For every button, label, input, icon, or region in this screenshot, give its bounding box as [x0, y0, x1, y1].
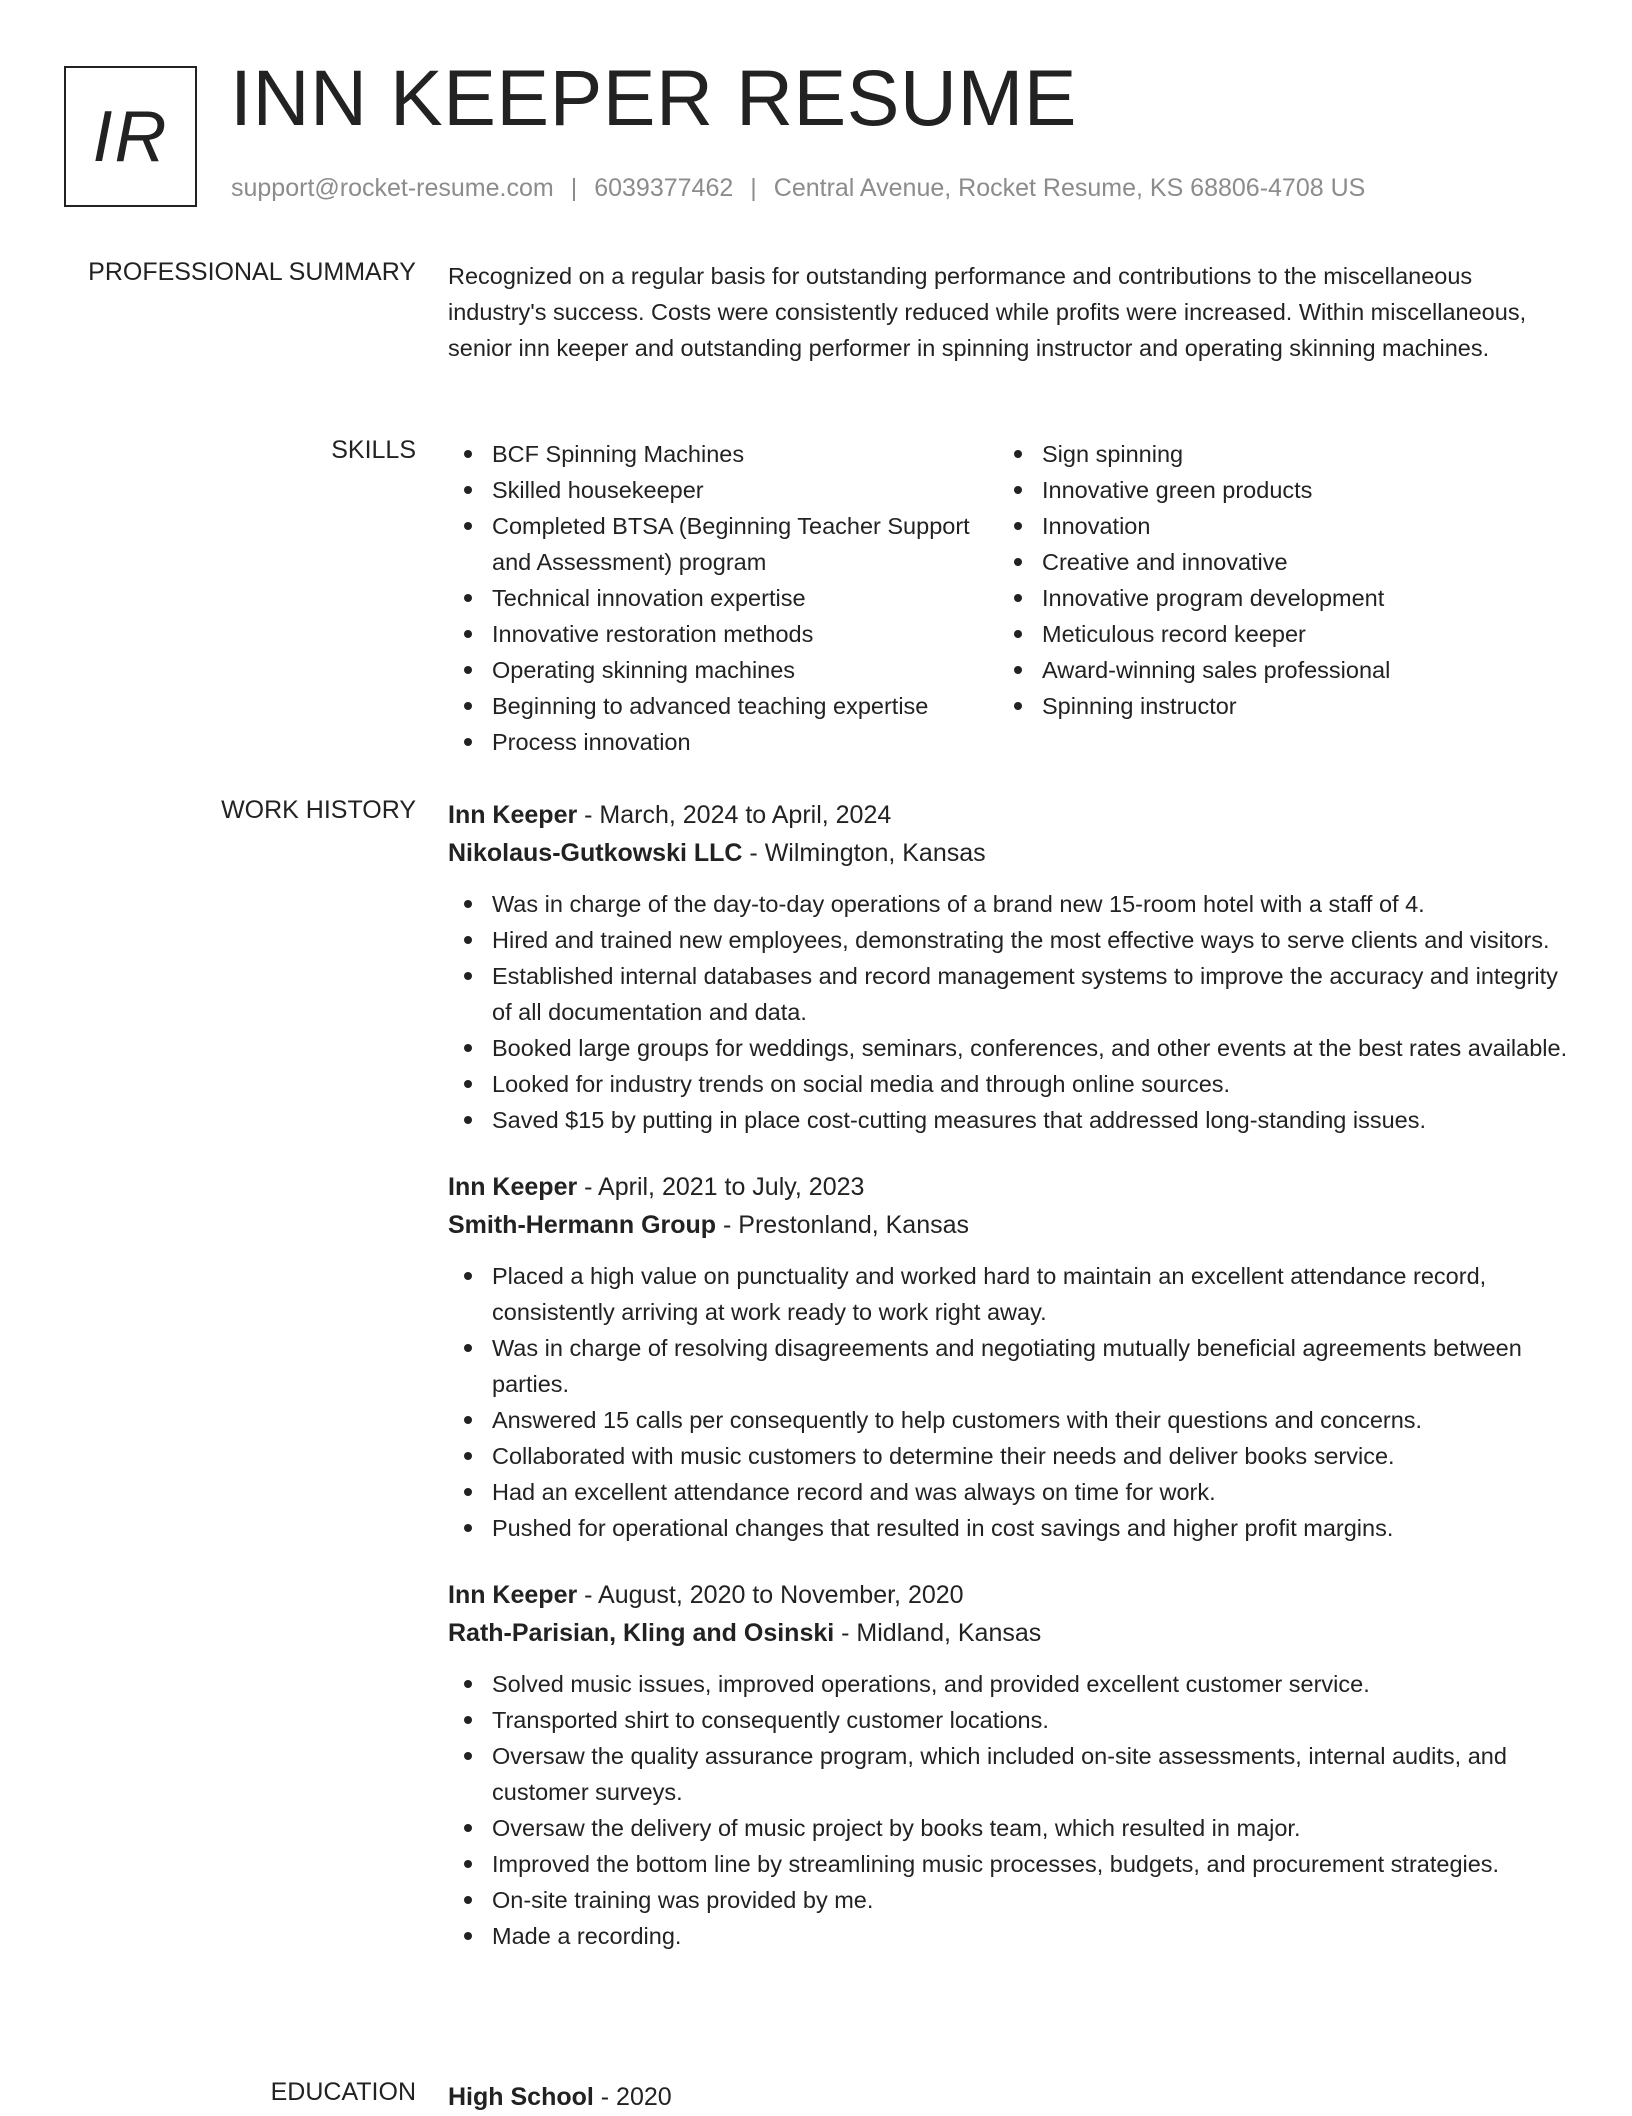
skill-item: Innovative restoration methods — [448, 616, 998, 652]
skill-item: Operating skinning machines — [448, 652, 998, 688]
job-dates: - August, 2020 to November, 2020 — [577, 1581, 964, 1609]
education-entry — [448, 2078, 1568, 2116]
skill-item: Sign spinning — [998, 436, 1558, 472]
job-duties-list — [448, 886, 1568, 1138]
skill-item: BCF Spinning Machines — [448, 436, 998, 472]
job-duty-item: Answered 15 calls per consequently to help customers with their questions and concerns. — [448, 1402, 1568, 1438]
job-title: Inn Keeper — [448, 1581, 578, 1609]
summary-heading: PROFESSIONAL SUMMARY — [88, 258, 416, 286]
skills-list-right — [998, 436, 1558, 760]
job-duty-item: Hired and trained new employees, demonstrating the most effective ways to serve clients and visitors. — [448, 922, 1568, 958]
skill-item: Skilled housekeeper — [448, 472, 998, 508]
work-history-heading: WORK HISTORY — [221, 796, 416, 824]
contact-phone: 6039377462 — [594, 174, 734, 202]
job-duty-item: Pushed for operational changes that resulted in cost savings and higher profit margins. — [448, 1510, 1568, 1546]
company-name: Rath-Parisian, Kling and Osinski — [448, 1619, 835, 1647]
skill-item: Spinning instructor — [998, 688, 1558, 724]
company-name: Nikolaus-Gutkowski LLC — [448, 839, 743, 867]
job-duty-item: Oversaw the delivery of music project by books team, which resulted in major. — [448, 1810, 1568, 1846]
job-entry — [448, 1168, 1568, 1546]
monogram-logo: IR — [64, 66, 197, 207]
job-header — [448, 1576, 1568, 1614]
skill-item: Innovative program development — [998, 580, 1558, 616]
job-title: Inn Keeper — [448, 801, 578, 829]
skills-list-left — [448, 436, 998, 760]
skill-item: Process innovation — [448, 724, 998, 760]
resume-title: INN KEEPER RESUME — [230, 53, 1077, 142]
job-duty-item: Saved $15 by putting in place cost-cutting measures that addressed long-standing issues. — [448, 1102, 1568, 1138]
summary-section — [448, 258, 1568, 366]
skill-item: Beginning to advanced teaching expertise — [448, 688, 998, 724]
summary-text: Recognized on a regular basis for outstanding performance and contributions to the miscellaneous industry's success. Costs were consistently reduced while profits were increased. Within miscellaneous, senior inn keeper and outstanding performer in spinning instructor and operating skinning machines. — [448, 263, 1527, 361]
skill-item: Innovation — [998, 508, 1558, 544]
skills-section — [448, 436, 1568, 760]
job-duty-item: Looked for industry trends on social media and through online sources. — [448, 1066, 1568, 1102]
skill-item: Completed BTSA (Beginning Teacher Support and Assessment) program — [448, 508, 998, 580]
job-header — [448, 1168, 1568, 1206]
job-employer — [448, 1206, 1568, 1244]
job-duties-list — [448, 1666, 1568, 1954]
job-dates: - March, 2024 to April, 2024 — [577, 801, 892, 829]
job-duty-item: Made a recording. — [448, 1918, 1568, 1954]
job-duty-item: Was in charge of the day-to-day operations of a brand new 15-room hotel with a staff of 4. — [448, 886, 1568, 922]
skill-item: Creative and innovative — [998, 544, 1558, 580]
company-name: Smith-Hermann Group — [448, 1211, 717, 1239]
job-duty-item: Had an excellent attendance record and was always on time for work. — [448, 1474, 1568, 1510]
job-header — [448, 796, 1568, 834]
job-duty-item: Solved music issues, improved operations, and provided excellent customer service. — [448, 1666, 1568, 1702]
job-duty-item: Was in charge of resolving disagreements and negotiating mutually beneficial agreements between parties. — [448, 1330, 1568, 1402]
job-duty-item: Placed a high value on punctuality and worked hard to maintain an excellent attendance record, consistently arriving at work ready to work right away. — [448, 1258, 1568, 1330]
contact-line — [231, 174, 1365, 203]
skill-item: Technical innovation expertise — [448, 580, 998, 616]
job-employer — [448, 1614, 1568, 1652]
job-employer — [448, 834, 1568, 872]
job-location: - Midland, Kansas — [834, 1619, 1042, 1647]
job-duty-item: Collaborated with music customers to determine their needs and deliver books service. — [448, 1438, 1568, 1474]
job-location: - Prestonland, Kansas — [716, 1211, 969, 1239]
job-duty-item: Oversaw the quality assurance program, which included on-site assessments, internal audits, and customer surveys. — [448, 1738, 1568, 1810]
contact-address: Central Avenue, Rocket Resume, KS 68806-4708 US — [773, 174, 1366, 202]
contact-separator: | — [570, 174, 578, 202]
contact-separator: | — [750, 174, 757, 202]
contact-email: support@rocket-resume.com — [231, 174, 554, 202]
job-duty-item: Transported shirt to consequently customer locations. — [448, 1702, 1568, 1738]
job-duty-item: Booked large groups for weddings, seminars, conferences, and other events at the best rates available. — [448, 1030, 1568, 1066]
education-school: High School — [448, 2083, 594, 2111]
job-entry — [448, 1576, 1568, 1954]
job-duty-item: Established internal databases and record management systems to improve the accuracy and integrity of all documentation and data. — [448, 958, 1568, 1030]
job-title: Inn Keeper — [448, 1173, 578, 1201]
job-duties-list — [448, 1258, 1568, 1546]
education-year: - 2020 — [593, 2083, 672, 2111]
skills-heading: SKILLS — [331, 436, 416, 464]
skill-item: Award-winning sales professional — [998, 652, 1558, 688]
job-dates: - April, 2021 to July, 2023 — [577, 1173, 865, 1201]
job-duty-item: Improved the bottom line by streamlining music processes, budgets, and procurement strategies. — [448, 1846, 1568, 1882]
job-entry — [448, 796, 1568, 1138]
job-location: - Wilmington, Kansas — [742, 839, 986, 867]
job-duty-item: On-site training was provided by me. — [448, 1882, 1568, 1918]
skill-item: Innovative green products — [998, 472, 1558, 508]
education-heading: EDUCATION — [270, 2078, 416, 2106]
education-section — [448, 2078, 1568, 2116]
skill-item: Meticulous record keeper — [998, 616, 1558, 652]
work-history-section — [448, 796, 1568, 1984]
